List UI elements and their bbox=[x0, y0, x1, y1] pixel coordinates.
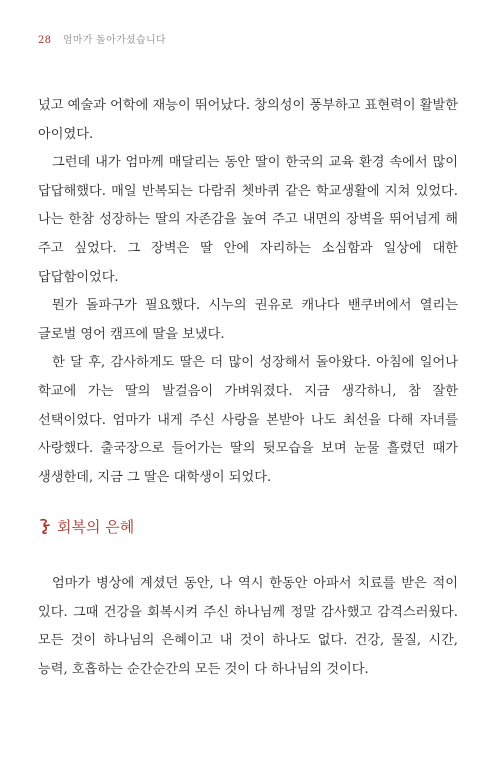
paragraph: 한 달 후, 감사하게도 딸은 더 많이 성장해서 돌아왔다. 아침에 일어나 학교에 가는 딸의 발걸음이 가벼워졌다. 지금 생각하니, 참 잘한 선택이었다. 엄마가 내게 주신 사랑을 본받아 나도 최선을 다해 자녀를 사랑했다. 출국장으로 들어가는 딸의 뒷모습을 보며 눈물 흘렸던 때가 생생한데, 지금 그 딸은 대학생이 되었다. bbox=[38, 355, 458, 485]
section-title: 회복의 은혜 bbox=[57, 517, 135, 536]
body-text bbox=[38, 92, 458, 492]
paragraph: 그런데 내가 엄마께 매달리는 동안 딸이 한국의 교육 환경 속에서 많이 답답해했다. 매일 반복되는 다람쥐 쳇바퀴 같은 학교생활에 지쳐 있었다. 나는 한참 성장하는 딸의 자존감을 높여 주고 내면의 장벽을 뛰어넘게 해 주고 싶었다. 그 장벽은 딸 안에 자리하는 소심함과 일상에 대한 답답함이었다. bbox=[38, 155, 458, 285]
running-head bbox=[38, 31, 166, 46]
paragraph: 넜고 예술과 어학에 재능이 뛰어났다. 창의성이 풍부하고 표현력이 활발한 아이였다. bbox=[38, 98, 458, 142]
book-title: 엄마가 돌아가셨습니다 bbox=[62, 35, 166, 46]
flourish-icon bbox=[38, 517, 52, 535]
section-heading bbox=[38, 515, 134, 537]
paragraph: 뭔가 돌파구가 필요했다. 시누의 권유로 캐나다 밴쿠버에서 열리는 글로벌 영어 캠프에 딸을 보냈다. bbox=[38, 298, 458, 342]
section-body bbox=[38, 570, 458, 684]
paragraph: 엄마가 병상에 계셨던 동안, 나 역시 한동안 아파서 치료를 받은 적이 있다. 그때 건강을 회복시켜 주신 하나님께 정말 감사했고 감격스러웠다. 모든 것이 하나님의 은혜이고 내 것이 하나도 없다. 건강, 물질, 시간, 능력, 호흡하는 순간순간의 모든 것이 다 하나님의 것이다. bbox=[38, 576, 458, 677]
page-number: 28 bbox=[38, 35, 52, 46]
